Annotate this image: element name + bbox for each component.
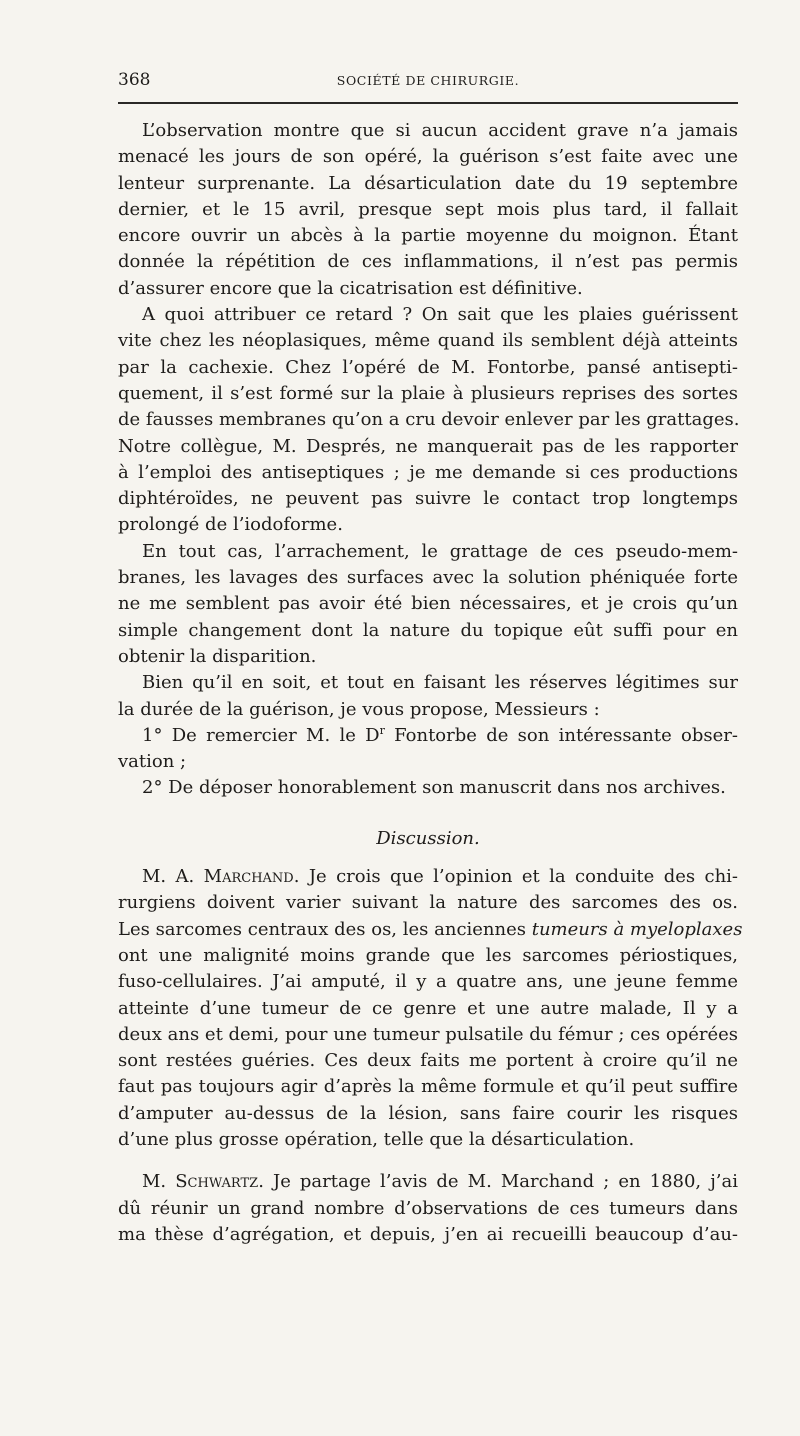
text-line: deux ans et demi, pour une tumeur pulsatile du fémur ; ces opérées — [118, 1023, 739, 1045]
text-line: ne me semblent pas avoir été bien nécessaires, et je crois qu’un — [118, 593, 738, 615]
text-line: simple changement dont la nature du topique eût suffi pour en — [118, 619, 738, 641]
paragraph-6 — [118, 775, 738, 801]
text-line: à l’emploi des antiseptiques ; je me demande si ces productions — [118, 461, 738, 483]
text-segment: Je partage l’avis de M. Marchand ; en 1880, j’ai — [263, 1171, 739, 1193]
text-line: menacé les jours de son opéré, la guérison s’est faite avec une — [118, 146, 738, 168]
text-line — [118, 917, 743, 943]
text-line: de fausses membranes qu’on a cru devoir enlever par les grattages. — [118, 409, 740, 431]
page-number: 368 — [118, 70, 151, 90]
paragraph-schwartz — [118, 1169, 738, 1248]
text-line: rurgiens doivent varier suivant la nature des sarcomes des os. — [118, 892, 738, 914]
text-line: d’amputer au-dessus de la lésion, sans faire courir les risques — [118, 1102, 738, 1124]
text-line: faut pas toujours agir d’après la même formule et qu’il peut suffire — [118, 1076, 738, 1098]
text-line: dû réunir un grand nombre d’observations de ces tumeurs dans — [118, 1197, 738, 1219]
text-line: la durée de la guérison, je vous propose, Messieurs : — [118, 698, 600, 720]
page-body — [118, 118, 743, 1248]
text-line: 2° De déposer honorablement son manuscrit dans nos archives. — [142, 777, 726, 799]
text-line: par la cachexie. Chez l’opéré de M. Fontorbe, pansé antisepti- — [118, 356, 738, 378]
superscript: r — [379, 723, 385, 737]
header-rule — [118, 102, 738, 104]
text-line: obtenir la disparition. — [118, 645, 317, 667]
text-line: donnée la répétition de ces inflammations, il n’est pas permis — [118, 251, 738, 273]
speaker-name: M. Schwartz. — [142, 1171, 264, 1193]
spacer — [118, 1153, 738, 1169]
text-line: d’assurer encore que la cicatrisation est définitive. — [118, 277, 583, 299]
speaker-name: M. A. Marchand. — [142, 866, 300, 888]
text-line: Bien qu’il en soit, et tout en faisant les réserves légitimes sur — [142, 672, 738, 694]
text-line: A quoi attribuer ce retard ? On sait que les plaies guérissent — [142, 304, 738, 326]
text-line: prolongé de l’iodoforme. — [118, 514, 343, 536]
paragraph-marchand — [118, 864, 743, 1153]
paragraph-1 — [118, 118, 738, 302]
text-line: diphtéroïdes, ne peuvent pas suivre le contact trop longtemps — [118, 488, 738, 510]
text-line: d’une plus grosse opération, telle que la désarticulation. — [118, 1128, 635, 1150]
text-line — [118, 864, 738, 890]
text-line: atteinte d’une tumeur de ce genre et une autre malade, Il y a — [118, 997, 738, 1019]
text-segment: Les sarcomes centraux des os, les anciennes — [118, 918, 532, 940]
text-line: L’observation montre que si aucun accident grave n’a jamais — [142, 120, 738, 141]
text-segment: 1° De remercier M. le D — [142, 724, 380, 746]
paragraph-3 — [118, 539, 738, 670]
text-line: ont une malignité moins grande que les sarcomes périostiques, — [118, 944, 738, 966]
text-line — [118, 1169, 738, 1195]
text-line: dernier, et le 15 avril, presque sept mois plus tard, il fallait — [118, 198, 738, 220]
italic-term: tumeurs à myeloplaxes — [531, 918, 743, 940]
running-title: SOCIÉTÉ DE CHIRURGIE. — [336, 73, 520, 88]
spacer — [118, 802, 738, 818]
page-header — [118, 70, 738, 92]
paragraph-2 — [118, 302, 738, 539]
text-line: En tout cas, l’arrachement, le grattage de ces pseudo-mem- — [142, 540, 738, 562]
text-line: fuso-cellulaires. J’ai amputé, il y a quatre ans, une jeune femme — [118, 971, 738, 993]
text-line: sont restées guéries. Ces deux faits me portent à croire qu’il ne — [118, 1050, 738, 1072]
text-segment: Je crois que l’opinion et la conduite des chi- — [299, 866, 738, 888]
paragraph-5 — [118, 723, 738, 776]
text-line: branes, les lavages des surfaces avec la solution phéniquée forte — [118, 567, 738, 589]
text-line: ma thèse d’agrégation, et depuis, j’en ai recueilli beaucoup d’au- — [118, 1223, 738, 1245]
paragraph-4 — [118, 670, 738, 723]
text-line: Notre collègue, M. Després, ne manquerait pas de les rapporter — [118, 435, 738, 457]
section-heading: Discussion. — [376, 827, 480, 849]
text-line: encore ouvrir un abcès à la partie moyenne du moignon. Étant — [118, 225, 738, 247]
text-line: lenteur surprenante. La désarticulation date du 19 septembre — [118, 172, 738, 194]
text-line: quement, il s’est formé sur la plaie à plusieurs reprises des sortes — [118, 382, 738, 404]
text-line — [118, 723, 738, 749]
text-segment: Fontorbe de son intéressante obser- — [384, 724, 738, 746]
text-line: vite chez les néoplasiques, même quand ils semblent déjà atteints — [118, 330, 738, 352]
text-line: vation ; — [118, 751, 187, 773]
